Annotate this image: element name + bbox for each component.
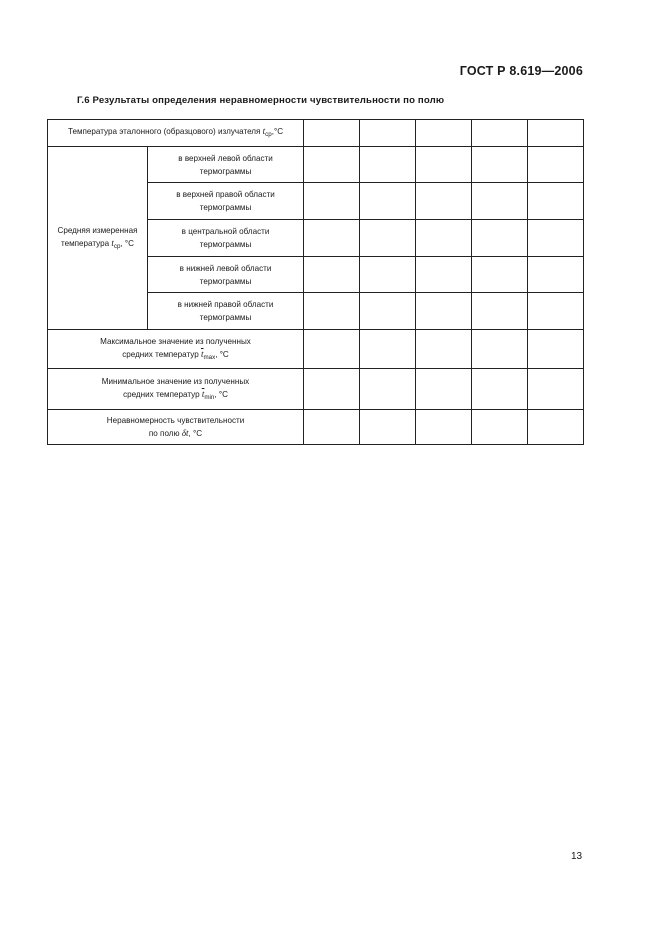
value-cell[interactable]: [416, 220, 472, 257]
value-cell[interactable]: [416, 410, 472, 445]
value-cell[interactable]: [472, 120, 528, 147]
value-cell[interactable]: [304, 369, 360, 410]
section-title: Г.6 Результаты определения неравномерности чувствительности по полю: [77, 95, 445, 106]
value-cell[interactable]: [472, 293, 528, 330]
value-cell[interactable]: [304, 293, 360, 330]
value-cell[interactable]: [304, 410, 360, 445]
value-cell[interactable]: [416, 147, 472, 183]
value-cell[interactable]: [528, 330, 584, 369]
nonuniformity-label: Неравномерность чувствительности по полю δt, °C: [48, 410, 304, 445]
value-cell[interactable]: [304, 257, 360, 293]
mean-temp-group-label: Средняя измеренная температура $t_{ср}$, °C: [48, 147, 148, 330]
value-cell[interactable]: [360, 183, 416, 220]
value-cell[interactable]: [528, 120, 584, 147]
region-label: в центральной области термограммы: [148, 220, 304, 257]
page-number: 13: [571, 851, 583, 862]
value-cell[interactable]: [528, 183, 584, 220]
value-cell[interactable]: [416, 330, 472, 369]
value-cell[interactable]: [304, 147, 360, 183]
region-label: в верхней правой области термограммы: [148, 183, 304, 220]
table-row: [48, 330, 584, 369]
value-cell[interactable]: [528, 410, 584, 445]
value-cell[interactable]: [360, 220, 416, 257]
value-cell[interactable]: [472, 183, 528, 220]
table-row: [48, 410, 584, 445]
value-cell[interactable]: [360, 120, 416, 147]
value-cell[interactable]: [360, 410, 416, 445]
value-cell[interactable]: [416, 120, 472, 147]
region-label: в верхней левой области термограммы: [148, 147, 304, 183]
value-cell[interactable]: [528, 220, 584, 257]
value-cell[interactable]: [304, 330, 360, 369]
value-cell[interactable]: [416, 257, 472, 293]
region-label: в нижней правой области термограммы: [148, 293, 304, 330]
value-cell[interactable]: [528, 147, 584, 183]
value-cell[interactable]: [416, 369, 472, 410]
value-cell[interactable]: [472, 369, 528, 410]
table-row: [48, 369, 584, 410]
value-cell[interactable]: [304, 183, 360, 220]
region-label: в нижней левой области термограммы: [148, 257, 304, 293]
value-cell[interactable]: [528, 257, 584, 293]
value-cell[interactable]: [472, 410, 528, 445]
value-cell[interactable]: [360, 257, 416, 293]
ref-temp-label: Температура эталонного (образцового) излучателя $t_{ср},^\circ C$: [48, 120, 304, 147]
value-cell[interactable]: [416, 293, 472, 330]
value-cell[interactable]: [472, 257, 528, 293]
value-cell[interactable]: [416, 183, 472, 220]
value-cell[interactable]: [472, 220, 528, 257]
value-cell[interactable]: [528, 369, 584, 410]
min-mean-temp-label: Минимальное значение из полученных средних температур $\overline{t}_{min}$, °C: [48, 369, 304, 410]
value-cell[interactable]: [472, 147, 528, 183]
value-cell[interactable]: [472, 330, 528, 369]
max-mean-temp-label: Максимальное значение из полученных средних температур $\overline{t}_{max}$, °C: [48, 330, 304, 369]
value-cell[interactable]: [360, 369, 416, 410]
value-cell[interactable]: [360, 330, 416, 369]
table-row: [48, 147, 584, 183]
results-table: [47, 119, 584, 445]
document-code: ГОСТ Р 8.619—2006: [459, 64, 583, 78]
value-cell[interactable]: [304, 120, 360, 147]
value-cell[interactable]: [360, 293, 416, 330]
value-cell[interactable]: [304, 220, 360, 257]
value-cell[interactable]: [528, 293, 584, 330]
table-row: [48, 120, 584, 147]
value-cell[interactable]: [360, 147, 416, 183]
